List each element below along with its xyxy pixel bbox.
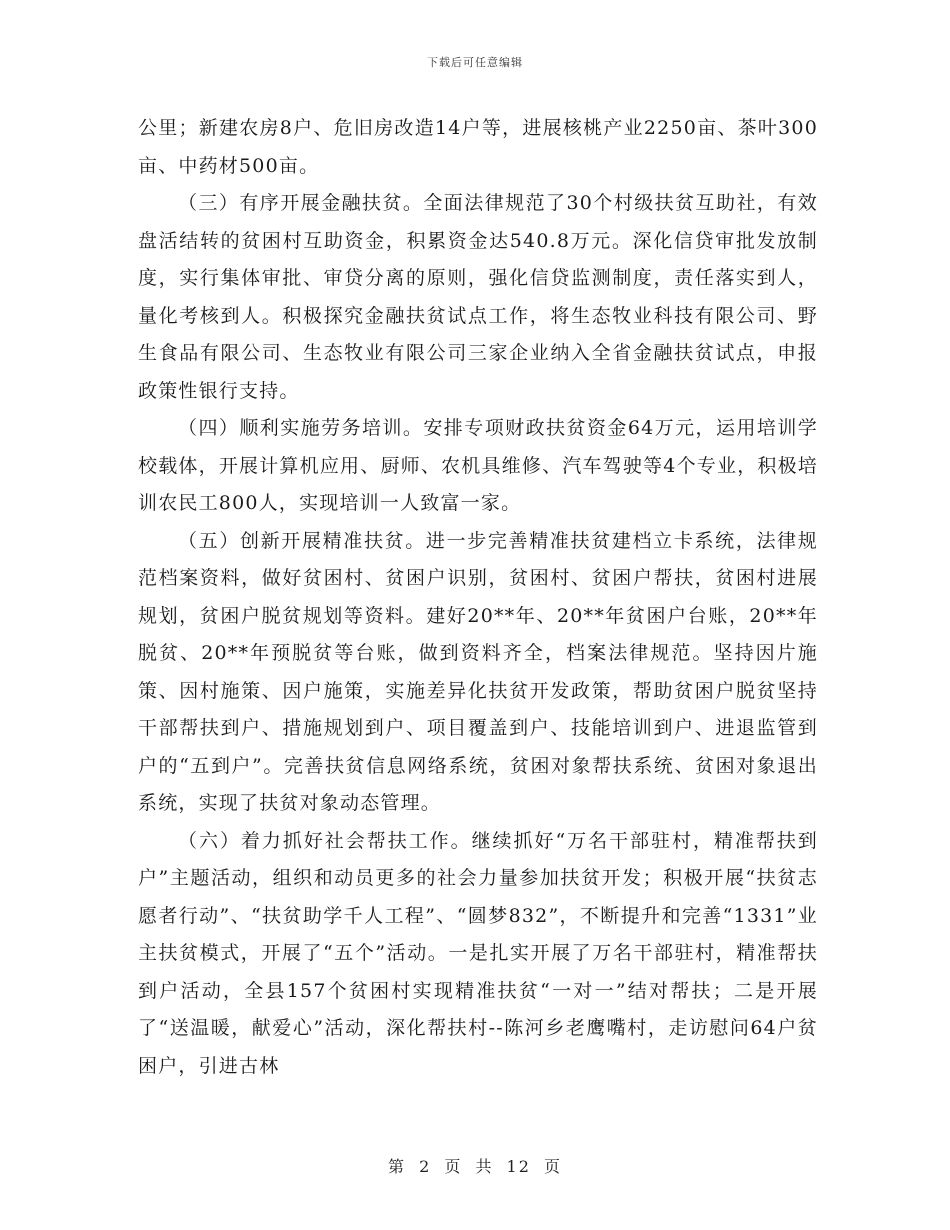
paragraph-social-assistance: （六）着力抓好社会帮扶工作。继续抓好“万名干部驻村，精准帮扶到户”主题活动，组织和动员更多的社会力量参加扶贫开发；积极开展“扶贫志愿者行动”、“扶贫助学千人工程”、“圆梦832”，不断提升和完善“1331”业主扶贫模式，开展了“五个”活动。一是扎实开展了万名干部驻村，精准帮扶到户活动，全县157个贫困村实现精准扶贫“一对一”结对帮扶；二是开展了“送温暖，献爱心”活动，深化帮扶村--陈河乡老鹰嘴村，走访慰问64户贫困户，引进古林 [138,829,818,1077]
document-body [138,110,818,1085]
paragraph-continuation: 公里；新建农房8户、危旧房改造14户等，进展核桃产业2250亩、茶叶300亩、中药材500亩。 [138,117,818,177]
paragraph-targeted-poverty-alleviation: （五）创新开展精准扶贫。进一步完善精准扶贫建档立卡系统，法律规范档案资料，做好贫困村、贫困户识别，贫困村、贫困户帮扶，贫困村进展规划，贫困户脱贫规划等资料。建好20**年、20**年贫困户台账，20**年脱贫、20**年预脱贫等台账，做到资料齐全，档案法律规范。坚持因片施策、因村施策、因户施策，实施差异化扶贫开发政策，帮助贫困户脱贫坚持干部帮扶到户、措施规划到户、项目覆盖到户、技能培训到户、进退监管到户的“五到户”。完善扶贫信息网络系统，贫困对象帮扶系统、贫困对象退出系统，实现了扶贫对象动态管理。 [138,529,818,814]
paragraph-labor-training: （四）顺利实施劳务培训。安排专项财政扶贫资金64万元，运用培训学校载体，开展计算机应用、厨师、农机具维修、汽车驾驶等4个专业，积极培训农民工800人，实现培训一人致富一家。 [138,417,818,514]
page-number-footer: 第 2 页 共 12 页 [388,1157,562,1176]
page-header: 下载后可任意编辑 [427,56,523,69]
paragraph-financial-poverty-alleviation: （三）有序开展金融扶贫。全面法律规范了30个村级扶贫互助社，有效盘活结转的贫困村互助资金，积累资金达540.8万元。深化信贷审批发放制度，实行集体审批、审贷分离的原则，强化信贷监测制度，责任落实到人，量化考核到人。积极探究金融扶贫试点工作，将生态牧业科技有限公司、野生食品有限公司、生态牧业有限公司三家企业纳入全省金融扶贫试点，申报政策性银行支持。 [138,192,818,402]
